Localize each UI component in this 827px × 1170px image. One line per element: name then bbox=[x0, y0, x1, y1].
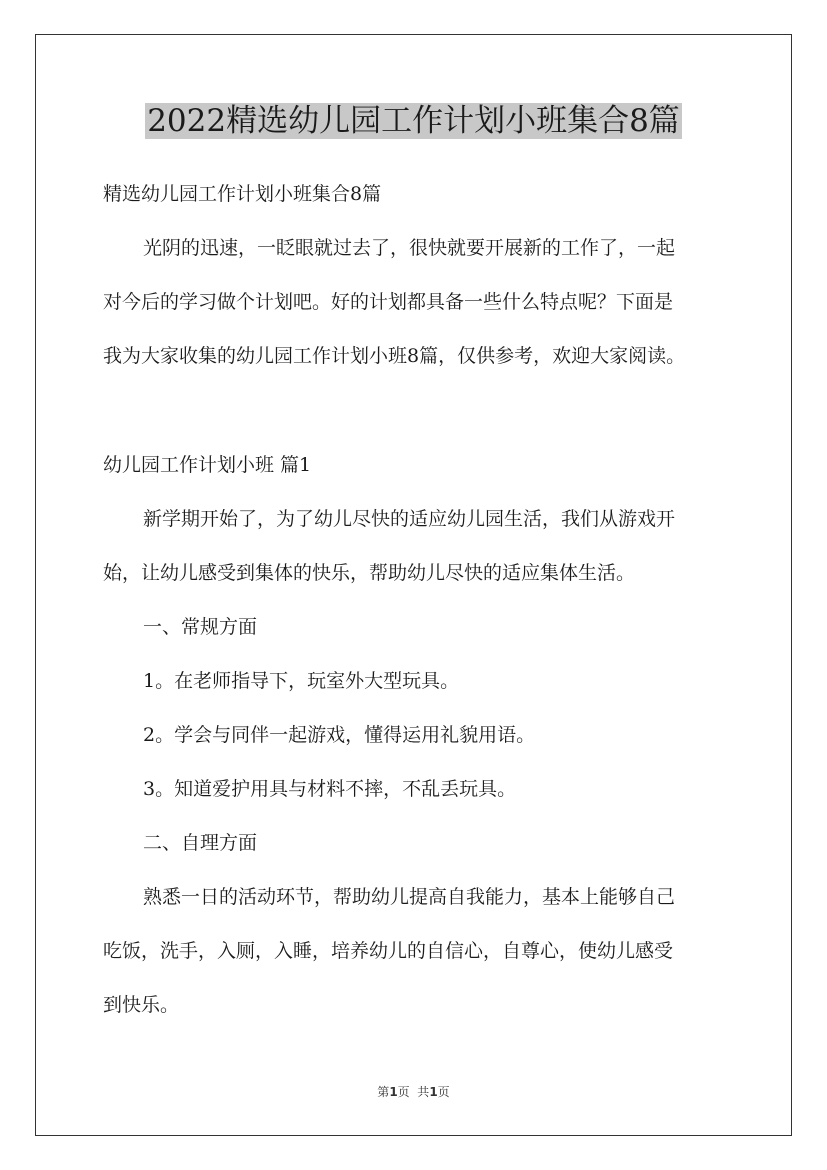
footer-page-suffix: 页 bbox=[437, 1085, 450, 1099]
footer-page-current: 1 bbox=[389, 1085, 398, 1099]
section-heading: 幼儿园工作计划小班 篇1 bbox=[103, 454, 312, 476]
footer-page-mid: 页 共 bbox=[397, 1085, 430, 1099]
page-footer bbox=[0, 1084, 827, 1100]
intro-line-2: 对今后的学习做个计划吧。好的计划都具备一些什么特点呢？下面是 bbox=[103, 291, 674, 313]
part1-item-1: 1。在老师指导下，玩室外大型玩具。 bbox=[143, 670, 460, 692]
part1-item-2: 2。学会与同伴一起游戏，懂得运用礼貌用语。 bbox=[143, 724, 536, 746]
footer-page-prefix: 第 bbox=[377, 1085, 390, 1099]
section-intro-line-1: 新学期开始了，为了幼儿尽快的适应幼儿园生活，我们从游戏开 bbox=[143, 508, 676, 530]
part1-item-3: 3。知道爱护用具与材料不摔，不乱丢玩具。 bbox=[143, 778, 517, 800]
part2-heading: 二、自理方面 bbox=[143, 832, 258, 854]
document-title bbox=[0, 101, 827, 141]
section-intro-line-2: 始，让幼儿感受到集体的快乐，帮助幼儿尽快的适应集体生活。 bbox=[103, 562, 636, 584]
part2-line-3: 到快乐。 bbox=[103, 994, 180, 1016]
part1-heading: 一、常规方面 bbox=[143, 616, 258, 638]
document-title-text: 2022精选幼儿园工作计划小班集合8篇 bbox=[147, 103, 680, 139]
part2-line-2: 吃饭，洗手，入厕，入睡，培养幼儿的自信心，自尊心，使幼儿感受 bbox=[103, 940, 674, 962]
document-subtitle: 精选幼儿园工作计划小班集合8篇 bbox=[103, 183, 382, 205]
footer-page-total: 1 bbox=[429, 1085, 438, 1099]
intro-line-3: 我为大家收集的幼儿园工作计划小班8篇，仅供参考，欢迎大家阅读。 bbox=[103, 345, 686, 367]
part2-line-1: 熟悉一日的活动环节，帮助幼儿提高自我能力，基本上能够自己 bbox=[143, 886, 676, 908]
intro-line-1: 光阴的迅速，一眨眼就过去了，很快就要开展新的工作了，一起 bbox=[143, 237, 676, 259]
